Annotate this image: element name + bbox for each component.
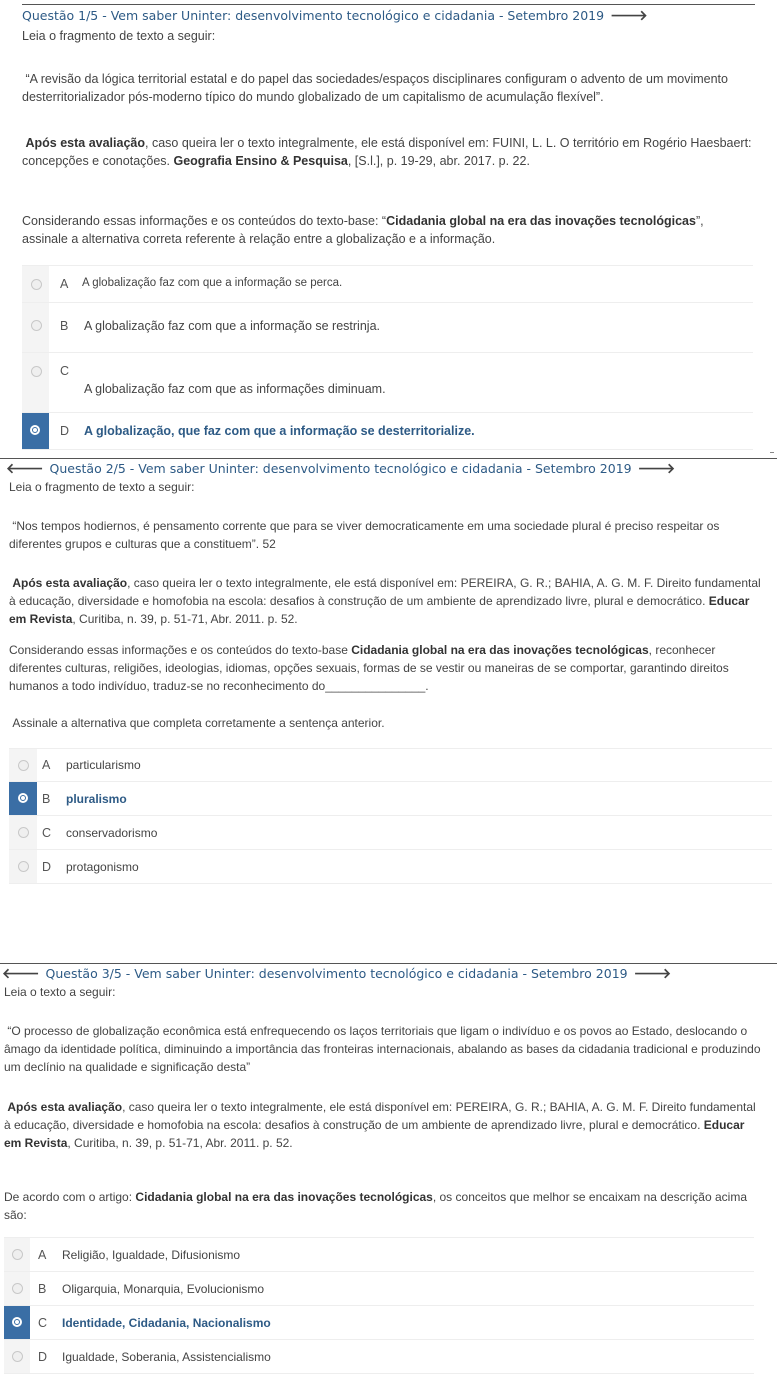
radio-icon[interactable] bbox=[18, 861, 29, 872]
option-text[interactable]: protagonismo bbox=[66, 860, 139, 874]
option-text[interactable]: A globalização faz com que as informações diminuam. bbox=[84, 382, 386, 396]
radio-icon[interactable] bbox=[31, 279, 42, 290]
intro-text: Leia o fragmento de texto a seguir: bbox=[22, 29, 216, 43]
question-title bbox=[6, 460, 681, 477]
reference-text: Após esta avaliação, caso queira ler o texto integralmente, ele está disponível em: PEREIRA, G. R.; BAHIA, A. G. M. F. Direito fundamental à educação, diversidade e homofobia na escola: desafios à construção de um ambiente de aprendizado livre, plural e democrático. Educar em Revista, Curitiba, n. 39, p. 51-71, Abr. 2011. p. 52. bbox=[4, 1100, 756, 1150]
option-letter: A bbox=[60, 277, 69, 291]
option-text[interactable]: A globalização faz com que a informação se perca. bbox=[82, 277, 343, 289]
question-title-text: Questão 1/5 - Vem saber Uninter: desenvolvimento tecnológico e cidadania - Setembro 2019 bbox=[22, 8, 605, 23]
option-text[interactable]: Religião, Igualdade, Difusionismo bbox=[62, 1248, 241, 1262]
next-arrow-icon[interactable]: 🡒 bbox=[633, 966, 672, 982]
radio-selected-icon[interactable] bbox=[12, 1317, 22, 1327]
option-c-selected[interactable] bbox=[4, 1306, 754, 1340]
option-letter: B bbox=[60, 319, 69, 333]
quote-text: “O processo de globalização econômica está enfrequecendo os laços territoriais que ligam o indivíduo e os povos ao Estado, deslocando o âmago da identidade política, diminuindo a importância das fronteiras internacionais, abalando as bases da cidadania tradicional e produzindo um declínio na qualidade e significação desta” bbox=[4, 1024, 761, 1074]
reference-text: Após esta avaliação, caso queira ler o texto integralmente, ele está disponível em: PEREIRA, G. R.; BAHIA, A. G. M. F. Direito fundamental à educação, diversidade e homofobia na escola: desafios à construção de um ambiente de aprendizado livre, plural e democrático. Educar em Revista, Curitiba, n. 39, p. 51-71, Abr. 2011. p. 52. bbox=[9, 576, 761, 626]
question-title bbox=[22, 7, 654, 24]
radio-selected-icon[interactable] bbox=[18, 793, 28, 803]
question-prompt: Considerando essas informações e os conteúdos do texto-base: “Cidadania global na era das inovações tecnológicas”, assinale a alternativa correta referente à relação entre a globalização e a informação. bbox=[22, 214, 704, 246]
radio-icon[interactable] bbox=[12, 1249, 23, 1260]
option-text[interactable]: Igualdade, Soberania, Assistencialismo bbox=[62, 1350, 271, 1364]
option-c[interactable] bbox=[22, 353, 753, 413]
option-text[interactable]: A globalização faz com que a informação se restrinja. bbox=[84, 319, 380, 333]
question-prompt: De acordo com o artigo: Cidadania global na era das inovações tecnológicas, os conceitos que melhor se encaixam na descrição acima são: bbox=[4, 1190, 747, 1222]
option-letter: B bbox=[42, 792, 51, 806]
prev-arrow-icon[interactable]: 🡐 bbox=[6, 461, 44, 477]
scroll-indicator bbox=[770, 452, 774, 453]
option-d[interactable] bbox=[4, 1340, 754, 1374]
radio-icon[interactable] bbox=[31, 366, 42, 377]
option-b[interactable] bbox=[4, 1272, 754, 1306]
divider bbox=[0, 458, 777, 459]
quote-text: “A revisão da lógica territorial estatal e do papel das sociedades/espaços disciplinares configuram o advento de um movimento desterritorializador pós-moderno típico do mundo globalizado de um capitalismo de acumulação flexível”. bbox=[22, 72, 728, 104]
option-letter: C bbox=[38, 1316, 48, 1330]
option-text[interactable]: pluralismo bbox=[66, 792, 127, 806]
question-2 bbox=[0, 456, 777, 916]
option-b[interactable] bbox=[22, 303, 753, 353]
option-a[interactable] bbox=[9, 749, 772, 782]
quote-text: “Nos tempos hodiernos, é pensamento corrente que para se viver democraticamente em uma sociedade plural é preciso respeitar os diferentes grupos e culturas que a constituem”. 52 bbox=[9, 519, 720, 551]
option-a[interactable] bbox=[22, 266, 753, 303]
next-arrow-icon[interactable]: 🡒 bbox=[637, 461, 676, 477]
option-letter: A bbox=[38, 1248, 47, 1262]
question-prompt: Assinale a alternativa que completa corretamente a sentença anterior. bbox=[12, 716, 385, 730]
option-text[interactable]: Identidade, Cidadania, Nacionalismo bbox=[62, 1316, 271, 1330]
reference-text: Após esta avaliação, caso queira ler o texto integralmente, ele está disponível em: FUINI, L. L. O território em Rogério Haesbaert: concepções e conotações. Geografia Ensino & Pesquisa, [S.l.], p. 19-29, abr. 2017. p. 22. bbox=[22, 136, 752, 168]
question-3 bbox=[0, 962, 777, 1376]
option-text[interactable]: A globalização, que faz com que a informação se desterritorialize. bbox=[84, 424, 475, 438]
question-title-text: Questão 3/5 - Vem saber Uninter: desenvolvimento tecnológico e cidadania - Setembro 2019 bbox=[45, 966, 628, 981]
option-letter: A bbox=[42, 758, 51, 772]
option-text[interactable]: particularismo bbox=[66, 758, 141, 772]
radio-icon[interactable] bbox=[12, 1283, 23, 1294]
radio-icon[interactable] bbox=[18, 760, 29, 771]
option-letter: C bbox=[42, 826, 52, 840]
option-letter: D bbox=[60, 424, 70, 438]
question-1 bbox=[0, 0, 777, 452]
option-c[interactable] bbox=[9, 816, 772, 850]
divider bbox=[22, 4, 755, 5]
option-text[interactable]: conservadorismo bbox=[66, 826, 158, 840]
radio-icon[interactable] bbox=[31, 320, 42, 331]
radio-icon[interactable] bbox=[18, 827, 29, 838]
option-a[interactable] bbox=[4, 1238, 754, 1272]
option-b-selected[interactable] bbox=[9, 782, 772, 816]
option-letter: C bbox=[60, 364, 70, 378]
answer-options bbox=[9, 748, 772, 884]
option-d[interactable] bbox=[9, 850, 772, 884]
option-letter: B bbox=[38, 1282, 47, 1296]
option-letter: D bbox=[38, 1350, 48, 1364]
radio-selected-icon[interactable] bbox=[30, 425, 40, 435]
next-arrow-icon[interactable]: 🡒 bbox=[610, 8, 648, 24]
answer-options bbox=[4, 1237, 754, 1374]
radio-icon[interactable] bbox=[12, 1351, 23, 1362]
context-text: Considerando essas informações e os conteúdos do texto-base Cidadania global na era das inovações tecnológicas, reconhecer diferentes culturas, religiões, ideologias, idiomas, opções sexuais, formas de se vestir ou maneiras de se comportar, garantindo direitos humanos a todo indivíduo, traduz-se no reconhecimento do_______________. bbox=[9, 643, 729, 693]
option-letter: D bbox=[42, 860, 52, 874]
question-title-text: Questão 2/5 - Vem saber Uninter: desenvolvimento tecnológico e cidadania - Setembro 2019 bbox=[49, 461, 632, 476]
option-text[interactable]: Oligarquia, Monarquia, Evolucionismo bbox=[62, 1282, 265, 1296]
divider bbox=[0, 963, 777, 964]
prev-arrow-icon[interactable]: 🡐 bbox=[2, 966, 40, 982]
intro-text: Leia o fragmento de texto a seguir: bbox=[9, 480, 195, 494]
answer-options bbox=[22, 265, 753, 450]
intro-text: Leia o texto a seguir: bbox=[4, 985, 116, 999]
question-title bbox=[2, 965, 677, 982]
option-d-selected[interactable] bbox=[22, 413, 753, 450]
